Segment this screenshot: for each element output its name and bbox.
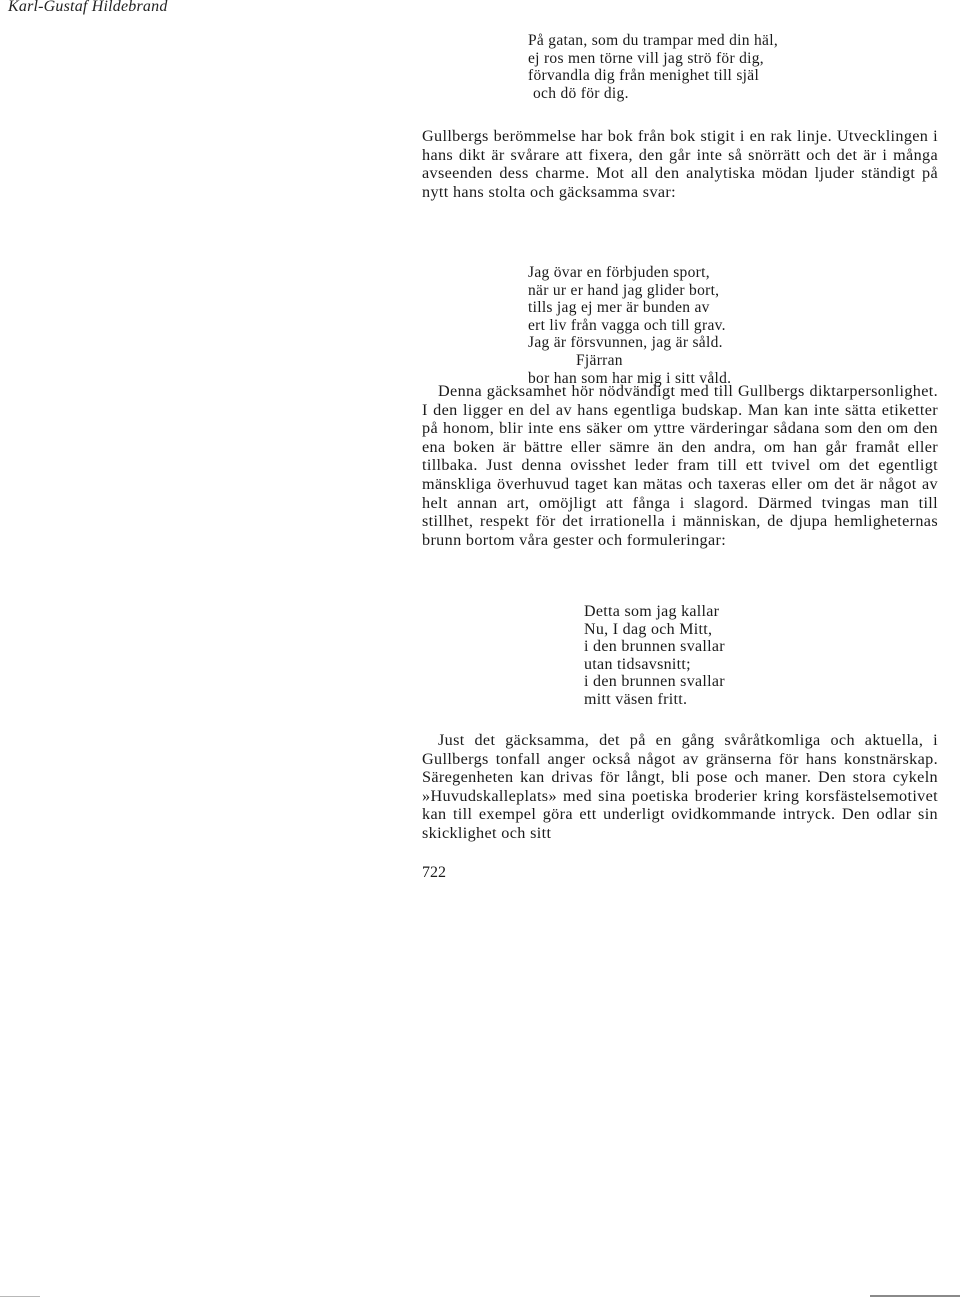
paragraph-text: Gullbergs berömmelse har bok från bok stigit i en rak linje. Utvecklingen i hans dikt är svårare att fixera, den går inte så snörrätt och det är i många avseenden dess charme. Mot all den analytiska mödan ljuder ständigt på nytt hans stolta och gäcksamma svar: xyxy=(422,127,938,201)
poem-stanza-1 xyxy=(528,32,778,102)
poem-line: förvandla dig från menighet till själ xyxy=(528,67,760,85)
poem-line: utan tidsavsnitt; xyxy=(584,655,691,673)
poem-line: ej ros men törne vill jag strö för dig, xyxy=(528,49,764,67)
poem-line: mitt väsen fritt. xyxy=(584,690,688,708)
body-paragraph-1 xyxy=(422,127,938,201)
poem-line: ert liv från vagga och till grav. xyxy=(528,316,726,334)
body-paragraph-2 xyxy=(422,382,938,549)
paragraph-text: Just det gäcksamma, det på en gång svåråtkomliga och aktuella, i Gullbergs tonfall anger också något av gränserna för hans konstnärskap. Säregenheten kan drivas för långt, bli pose och maner. Den stora cykeln »Huvudskalleplats» med sina poetiska broderier kring korsfästelsemotivet kan till exempel göra ett underligt ovidkommande intryck. Den odlar sin skicklighet och sitt xyxy=(422,731,938,842)
running-header-author: Karl-Gustaf Hildebrand xyxy=(8,0,168,15)
poem-line: i den brunnen svallar xyxy=(584,673,725,691)
page-number: 722 xyxy=(422,864,446,881)
poem-stanza-3 xyxy=(584,603,725,709)
poem-line: när ur er hand jag glider bort, xyxy=(528,281,720,299)
poem-line: Jag övar en förbjuden sport, xyxy=(528,264,710,281)
scan-edge-mark xyxy=(0,1296,40,1297)
paragraph-text: Denna gäcksamhet hör nödvändigt med till Gullbergs diktarpersonlighet. I den ligger en del av hans egentliga budskap. Man kan inte sätta etiketter på honom, blir inte ens säker om yttre värderingar sådana som den om den ena boken är bättre eller sämre än den andra, om han går framåt eller tillbaka. Just denna ovisshet leder fram till ett tvivel om det egentligt mänskliga överhuvud taget kan mätas och taxeras eller om det är något av helt annan art, omöjligt att fånga i slagord. Därmed tvingas man till stillhet, respekt för det irrationella i människan, de djupa hemligheternas brunn bortom våra gester och formuleringar: xyxy=(422,382,938,549)
poem-line: Nu, I dag och Mitt, xyxy=(584,620,713,638)
poem-line: i den brunnen svallar xyxy=(584,638,725,656)
poem-line: På gatan, som du trampar med din häl, xyxy=(528,32,779,49)
poem-line: bor han som har mig i sitt våld. xyxy=(528,369,732,387)
scan-edge-mark xyxy=(870,1295,960,1297)
body-paragraph-3 xyxy=(422,731,938,843)
poem-line: tills jag ej mer är bunden av xyxy=(528,299,710,317)
poem-line: Jag är försvunnen, jag är såld. xyxy=(528,334,723,352)
poem-line: Fjärran xyxy=(576,351,623,369)
poem-line: Detta som jag kallar xyxy=(584,603,720,620)
poem-stanza-2 xyxy=(528,264,731,387)
poem-line: och dö för dig. xyxy=(533,84,629,102)
